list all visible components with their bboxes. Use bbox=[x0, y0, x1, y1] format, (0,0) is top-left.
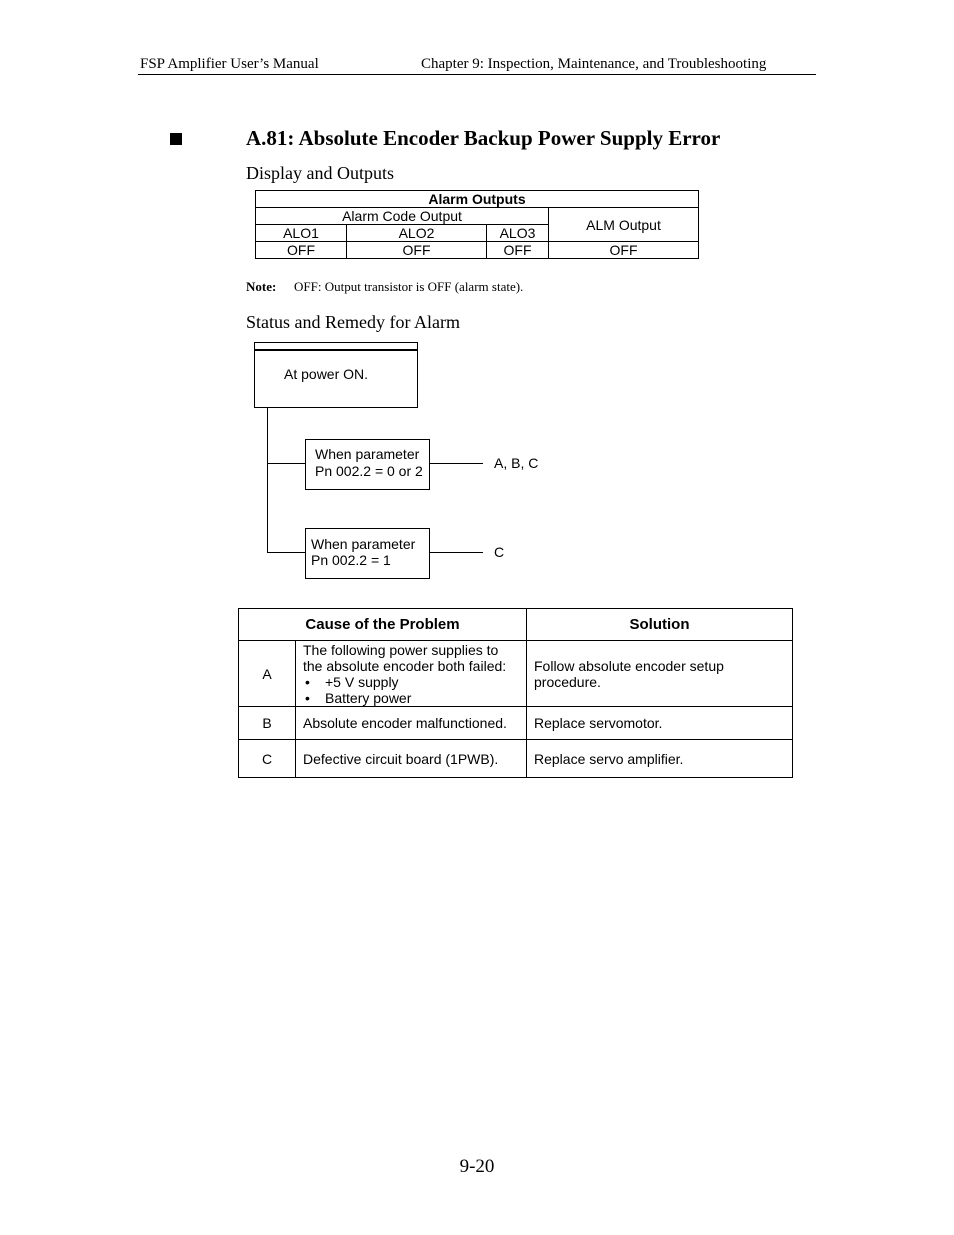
list-item: • Battery power bbox=[303, 690, 519, 706]
page-number: 9-20 bbox=[459, 1156, 495, 1177]
alm-output-label: ALM Output bbox=[549, 208, 699, 242]
alo1-header: ALO1 bbox=[256, 225, 347, 242]
power-on-box bbox=[254, 342, 418, 408]
condition-1-line2: Pn 002.2 = 0 or 2 bbox=[315, 463, 423, 479]
result-line-2 bbox=[429, 552, 483, 553]
alo2-header: ALO2 bbox=[347, 225, 487, 242]
power-on-label: At power ON. bbox=[284, 366, 369, 382]
table-header-row bbox=[239, 609, 793, 641]
header-manual-title: FSP Amplifier User’s Manual bbox=[140, 56, 319, 72]
result-1-label: A, B, C bbox=[494, 455, 539, 471]
alm-output-value: OFF bbox=[549, 242, 699, 259]
flow-branch-line-1 bbox=[267, 463, 305, 464]
row-letter: C bbox=[239, 740, 296, 778]
cause-solution-table bbox=[238, 608, 793, 778]
row-letter: A bbox=[239, 641, 296, 707]
table-row bbox=[239, 641, 793, 707]
result-line-1 bbox=[429, 463, 483, 464]
power-on-box-rule bbox=[255, 349, 417, 351]
alo3-header: ALO3 bbox=[487, 225, 549, 242]
alo1-value: OFF bbox=[256, 242, 347, 259]
condition-box-2 bbox=[305, 528, 430, 579]
result-2-label: C bbox=[494, 544, 505, 560]
table-row bbox=[239, 740, 793, 778]
header-chapter-title: Chapter 9: Inspection, Maintenance, and Troubleshooting bbox=[421, 56, 767, 72]
row-solution: Replace servo amplifier. bbox=[527, 740, 793, 778]
list-item: • +5 V supply bbox=[303, 674, 519, 690]
condition-2-line1: When parameter bbox=[311, 536, 416, 552]
alo3-value: OFF bbox=[487, 242, 549, 259]
row-cause: Defective circuit board (1PWB). bbox=[296, 740, 527, 778]
condition-2-line2: Pn 002.2 = 1 bbox=[311, 552, 391, 568]
flow-branch-line-2 bbox=[267, 552, 305, 553]
section-title: A.81: Absolute Encoder Backup Power Supply Error bbox=[246, 126, 721, 150]
row-solution: Follow absolute encoder setup procedure. bbox=[527, 641, 793, 707]
flow-trunk-line bbox=[267, 407, 268, 553]
cause-header: Cause of the Problem bbox=[239, 609, 527, 641]
row-cause-text: The following power supplies to the absolute encoder both failed: bbox=[303, 641, 507, 674]
note-label: Note: bbox=[246, 279, 277, 294]
square-bullet-icon bbox=[170, 133, 182, 145]
page-header bbox=[138, 56, 816, 75]
status-remedy-heading: Status and Remedy for Alarm bbox=[246, 312, 460, 332]
row-solution: Replace servomotor. bbox=[527, 707, 793, 740]
solution-header: Solution bbox=[527, 609, 793, 641]
display-outputs-heading: Display and Outputs bbox=[246, 163, 394, 183]
row-letter: B bbox=[239, 707, 296, 740]
row-cause bbox=[296, 641, 527, 707]
table-row bbox=[239, 707, 793, 740]
cause-bullet-list bbox=[303, 674, 519, 706]
row-cause: Absolute encoder malfunctioned. bbox=[296, 707, 527, 740]
alo2-value: OFF bbox=[347, 242, 487, 259]
note-text: OFF: Output transistor is OFF (alarm state). bbox=[294, 279, 524, 294]
condition-box-1 bbox=[305, 439, 430, 490]
condition-1-line1: When parameter bbox=[315, 446, 420, 462]
note bbox=[246, 279, 523, 295]
alarm-outputs-table bbox=[255, 190, 699, 259]
alarm-outputs-title: Alarm Outputs bbox=[256, 191, 699, 208]
alarm-code-output-label: Alarm Code Output bbox=[256, 208, 549, 225]
